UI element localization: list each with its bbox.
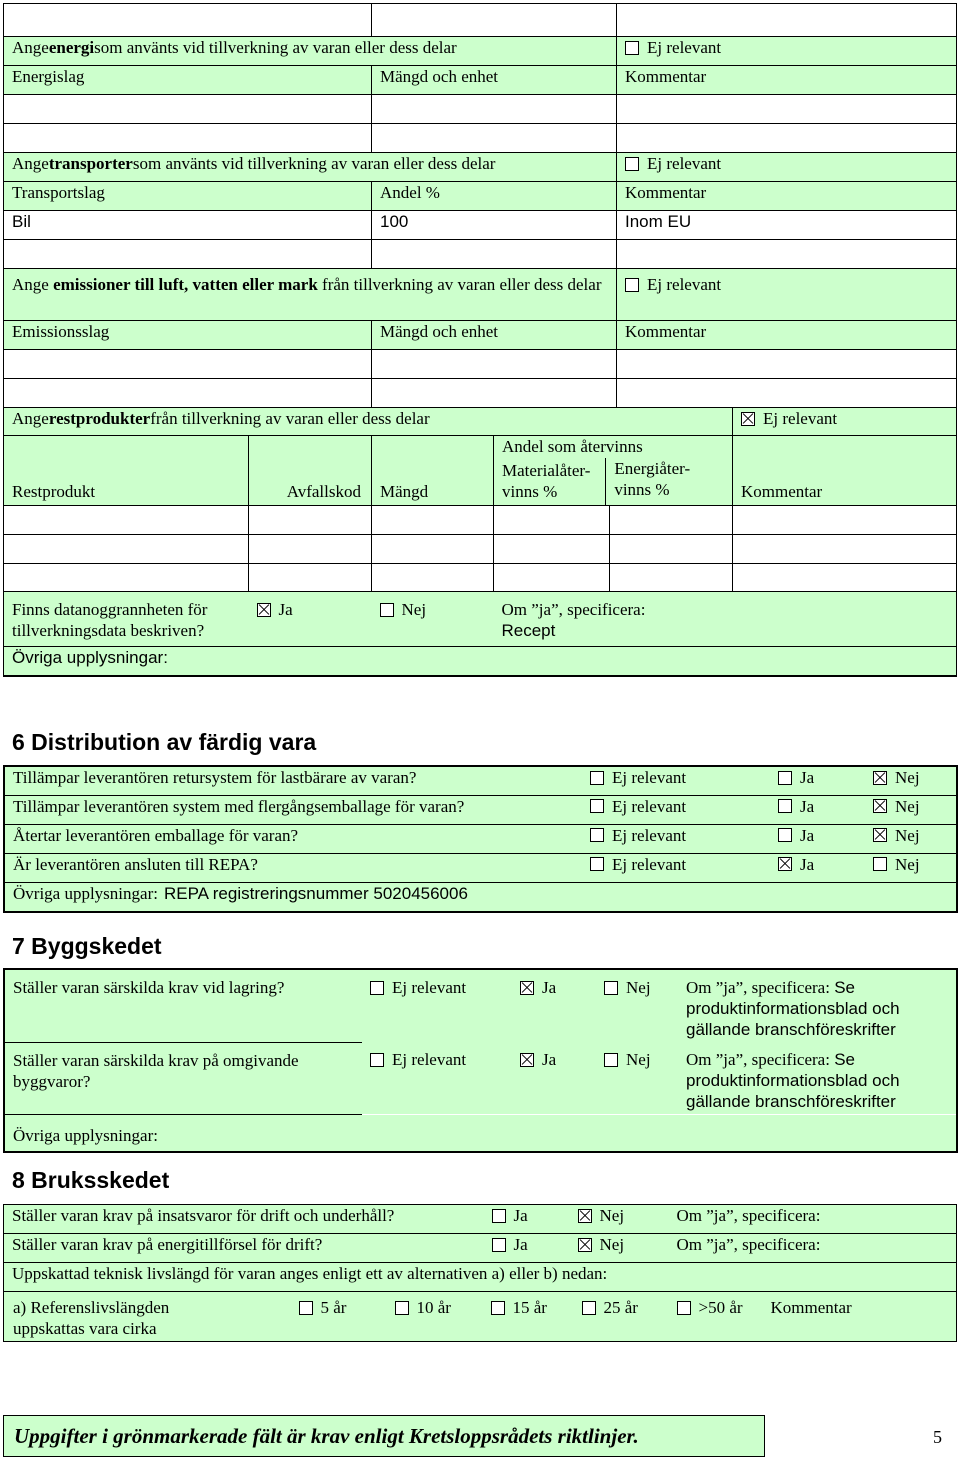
checked-checkbox-icon[interactable] xyxy=(520,1053,534,1067)
life-option[interactable]: 5 år xyxy=(291,1292,387,1342)
datanog-ovriga[interactable]: Övriga upplysningar: xyxy=(4,647,957,676)
checkbox-icon[interactable] xyxy=(299,1301,313,1315)
col-mangd: Mängd och enhet xyxy=(372,321,617,350)
datanog-spec[interactable]: Om ”ja”, specificera: Recept xyxy=(494,592,957,647)
checked-checkbox-icon[interactable] xyxy=(873,771,887,785)
dist-question: Är leverantören ansluten till REPA? xyxy=(4,853,582,882)
checked-checkbox-icon[interactable] xyxy=(578,1238,592,1252)
checkbox-icon[interactable] xyxy=(604,1053,618,1067)
bruk-spec[interactable]: Om ”ja”, specificera: xyxy=(669,1205,957,1234)
bygg-spec-value: Se produktinformationsblad och gällande branschföreskrifter xyxy=(686,1050,900,1111)
col-andel: Andel % xyxy=(372,182,617,211)
life-option[interactable]: 25 år xyxy=(574,1292,669,1342)
checkbox-icon[interactable] xyxy=(370,981,384,995)
livslangd-text: Uppskattad teknisk livslängd för varan anges enligt ett av alternativen a) eller b) nedan: xyxy=(4,1263,957,1292)
col-andel-atervinns xyxy=(494,436,733,506)
dist-ovriga[interactable]: Övriga upplysningar: REPA registreringsnummer 5020456006 xyxy=(4,882,957,912)
col-kommentar: Kommentar xyxy=(617,66,957,95)
energiatervinns: Energiåter- vinns % xyxy=(605,458,732,505)
transport-value[interactable]: Bil xyxy=(4,211,372,240)
bygg-question: Ställer varan särskilda krav vid lagring? xyxy=(4,969,362,1042)
bygg-ja[interactable]: Ja xyxy=(512,1042,596,1114)
distribution-table xyxy=(3,765,958,913)
dist-ej[interactable]: Ej relevant xyxy=(582,766,770,795)
col-emissionsslag: Emissionsslag xyxy=(4,321,372,350)
checkbox-icon[interactable] xyxy=(778,828,792,842)
bruksskedet-table xyxy=(3,1204,957,1292)
dist-nej[interactable]: Nej xyxy=(865,824,957,853)
bruk-ja[interactable]: Ja xyxy=(484,1234,570,1263)
checkbox-icon[interactable] xyxy=(778,771,792,785)
restprodukter-table xyxy=(3,407,957,593)
production-table xyxy=(3,3,957,408)
dist-ja[interactable]: Ja xyxy=(770,824,865,853)
dist-ja[interactable]: Ja xyxy=(770,853,865,882)
transport-value[interactable]: Inom EU xyxy=(617,211,957,240)
bruk-ja[interactable]: Ja xyxy=(484,1205,570,1234)
section-8-title: 8 Bruksskedet xyxy=(12,1167,170,1193)
checked-checkbox-icon[interactable] xyxy=(520,981,534,995)
dist-ej[interactable]: Ej relevant xyxy=(582,853,770,882)
transport-ej-relevant[interactable]: Ej relevant xyxy=(617,153,957,182)
checked-checkbox-icon[interactable] xyxy=(578,1209,592,1223)
footer-note xyxy=(3,1415,765,1457)
checkbox-icon[interactable] xyxy=(590,799,604,813)
byggskedet-table xyxy=(3,968,958,1153)
dist-nej[interactable]: Nej xyxy=(865,795,957,824)
checkbox-icon[interactable] xyxy=(625,41,639,55)
datanog-ja[interactable]: Ja xyxy=(249,592,372,647)
checked-checkbox-icon[interactable] xyxy=(257,603,271,617)
datanog-question: Finns datanoggrannheten för tillverkningsdata beskriven? xyxy=(4,592,249,647)
bygg-ovriga[interactable]: Övriga upplysningar: xyxy=(4,1114,957,1152)
col-avfallskod: Avfallskod xyxy=(249,436,372,506)
checkbox-icon[interactable] xyxy=(590,771,604,785)
rest-ej-relevant[interactable]: Ej relevant xyxy=(733,408,957,436)
checkbox-icon[interactable] xyxy=(492,1238,506,1252)
checkbox-icon[interactable] xyxy=(590,857,604,871)
rest-question: Ange restprodukter från tillverkning av varan eller dess delar xyxy=(4,408,733,436)
dist-nej[interactable]: Nej xyxy=(865,853,957,882)
checkbox-icon[interactable] xyxy=(491,1301,505,1315)
dist-question: Tillämpar leverantören retursystem för lastbärare av varan? xyxy=(4,766,582,795)
bruk-nej[interactable]: Nej xyxy=(570,1234,669,1263)
checked-checkbox-icon[interactable] xyxy=(741,412,755,426)
dist-question: Återtar leverantören emballage för varan? xyxy=(4,824,582,853)
bruk-spec[interactable]: Om ”ja”, specificera: xyxy=(669,1234,957,1263)
col-transportslag: Transportslag xyxy=(4,182,372,211)
energi-question: Ange energi som använts vid tillverkning av varan eller dess delar xyxy=(4,37,617,66)
dist-ja[interactable]: Ja xyxy=(770,766,865,795)
checkbox-icon[interactable] xyxy=(380,603,394,617)
checked-checkbox-icon[interactable] xyxy=(873,799,887,813)
checked-checkbox-icon[interactable] xyxy=(873,828,887,842)
bygg-spec[interactable]: Om ”ja”, specificera: Se produktinformationsblad och gällande branschföreskrifter xyxy=(678,969,957,1042)
andel-header: Andel som återvinns xyxy=(502,437,643,456)
bruk-question: Ställer varan krav på energitillförsel för drift? xyxy=(4,1234,484,1263)
checkbox-icon[interactable] xyxy=(625,278,639,292)
bygg-nej[interactable]: Nej xyxy=(596,969,678,1042)
bygg-question: Ställer varan särskilda krav på omgivande byggvaror? xyxy=(4,1042,362,1114)
datanog-nej[interactable]: Nej xyxy=(372,592,494,647)
bygg-ja[interactable]: Ja xyxy=(512,969,596,1042)
checkbox-icon[interactable] xyxy=(492,1209,506,1223)
dist-nej[interactable]: Nej xyxy=(865,766,957,795)
emission-ej-relevant[interactable]: Ej relevant xyxy=(617,269,957,321)
blank-cell[interactable] xyxy=(4,4,372,37)
checkbox-icon[interactable] xyxy=(604,981,618,995)
col-kommentar: Kommentar xyxy=(617,321,957,350)
life-option[interactable]: 10 år xyxy=(387,1292,483,1342)
col-energislag: Energislag xyxy=(4,66,372,95)
dist-question: Tillämpar leverantören system med flergångsemballage för varan? xyxy=(4,795,582,824)
dist-ovriga-value: REPA registreringsnummer 5020456006 xyxy=(163,883,468,903)
bygg-spec-value: Se produktinformationsblad och gällande branschföreskrifter xyxy=(686,978,900,1039)
checkbox-icon[interactable] xyxy=(873,857,887,871)
dist-ja[interactable]: Ja xyxy=(770,795,865,824)
section-7-title: 7 Byggskedet xyxy=(12,933,162,959)
datanoggrannhet-table xyxy=(3,591,957,677)
life-option[interactable]: 15 år xyxy=(483,1292,574,1342)
transport-value[interactable]: 100 xyxy=(372,211,617,240)
col-mangd: Mängd och enhet xyxy=(372,66,617,95)
checkbox-icon[interactable] xyxy=(677,1301,691,1315)
life-kommentar[interactable]: Kommentar xyxy=(763,1292,957,1342)
section-6-title: 6 Distribution av färdig vara xyxy=(12,729,317,755)
checkbox-icon[interactable] xyxy=(370,1053,384,1067)
col-kommentar: Kommentar xyxy=(617,182,957,211)
checkbox-icon[interactable] xyxy=(625,157,639,171)
bruk-question: Ställer varan krav på insatsvaror för drift och underhåll? xyxy=(4,1205,484,1234)
footer-note-text: Uppgifter i grönmarkerade fält är krav enligt Kretsloppsrådets riktlinjer. xyxy=(14,1423,639,1448)
checked-checkbox-icon[interactable] xyxy=(778,857,792,871)
datanog-spec-value: Recept xyxy=(501,621,556,640)
dist-ej[interactable]: Ej relevant xyxy=(582,824,770,853)
bygg-ej[interactable]: Ej relevant xyxy=(362,1042,512,1114)
bygg-nej[interactable]: Nej xyxy=(596,1042,678,1114)
transport-question: Ange transporter som använts vid tillverkning av varan eller dess delar xyxy=(4,153,617,182)
page-number: 5 xyxy=(933,1427,942,1447)
bygg-ej[interactable]: Ej relevant xyxy=(362,969,512,1042)
checkbox-icon[interactable] xyxy=(590,828,604,842)
checkbox-icon[interactable] xyxy=(582,1301,596,1315)
col-mangd: Mängd xyxy=(372,436,494,506)
emission-question: Ange emissioner till luft, vatten eller mark från tillverkning av varan eller dess delar xyxy=(4,269,617,321)
life-option[interactable]: >50 år xyxy=(669,1292,763,1342)
livslangd-table xyxy=(3,1291,957,1342)
bruk-nej[interactable]: Nej xyxy=(570,1205,669,1234)
energi-ej-relevant[interactable]: Ej relevant xyxy=(617,37,957,66)
checkbox-icon[interactable] xyxy=(778,799,792,813)
materialatervinns: Materialåter- vinns % xyxy=(502,461,591,501)
bygg-spec[interactable]: Om ”ja”, specificera: Se produktinformationsblad och gällande branschföreskrifter xyxy=(678,1042,957,1114)
ref-livslangd: a) Referenslivslängden uppskattas vara cirka xyxy=(4,1292,291,1342)
col-restprodukt: Restprodukt xyxy=(4,436,249,506)
dist-ej[interactable]: Ej relevant xyxy=(582,795,770,824)
col-kommentar: Kommentar xyxy=(733,436,957,506)
checkbox-icon[interactable] xyxy=(395,1301,409,1315)
